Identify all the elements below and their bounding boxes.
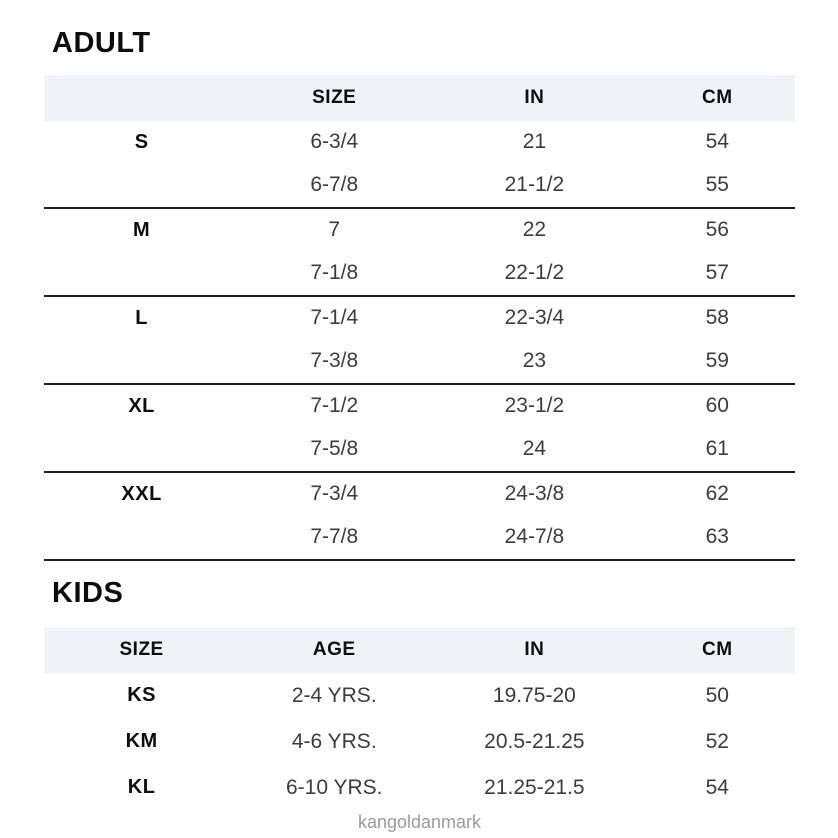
kids-header-size: SIZE	[44, 627, 239, 673]
size-cell: 7-1/8	[239, 252, 429, 296]
table-row	[44, 340, 795, 384]
table-row	[44, 208, 795, 252]
size-group-label: S	[134, 130, 149, 153]
size-group-label	[44, 164, 239, 208]
size-cell: 7-1/4	[310, 306, 359, 330]
in-cell: 20.5-21.25	[484, 729, 585, 753]
size-cell: 6-3/4	[310, 130, 359, 154]
table-row	[44, 121, 795, 164]
size-group-label: XXL	[121, 482, 162, 505]
in-cell: 22-3/4	[504, 306, 565, 330]
in-cell: 22-1/2	[429, 252, 639, 296]
cm-cell: 57	[640, 252, 795, 296]
kids-header-in: IN	[429, 627, 639, 673]
cm-cell: 62	[705, 482, 729, 506]
in-cell: 24-3/8	[504, 482, 565, 506]
size-cell: 7-5/8	[239, 428, 429, 472]
table-row	[44, 673, 795, 719]
table-row	[44, 384, 795, 428]
table-row	[44, 765, 795, 811]
age-cell: 2-4 YRS.	[291, 683, 377, 707]
kids-section-heading: KIDS	[52, 576, 124, 609]
cm-cell: 54	[705, 130, 729, 154]
table-row	[44, 719, 795, 765]
size-group-label: XL	[128, 394, 155, 417]
in-cell: 23	[429, 340, 639, 384]
in-cell: 19.75-20	[492, 683, 576, 707]
size-cell: 6-7/8	[239, 164, 429, 208]
cm-cell: 54	[705, 775, 729, 799]
adult-section-heading: ADULT	[52, 27, 151, 59]
kids-header-cm: CM	[640, 627, 795, 673]
size-cell: 7-3/4	[310, 482, 359, 506]
in-cell: 21	[522, 130, 547, 154]
size-group-label: M	[133, 218, 151, 241]
in-cell: 22	[522, 218, 547, 242]
kids-size-label: KM	[125, 730, 158, 753]
cm-cell: 63	[640, 516, 795, 560]
kids-size-label: KS	[127, 684, 157, 707]
kids-size-table	[44, 627, 795, 811]
cm-cell: 52	[705, 729, 729, 753]
in-cell: 24	[429, 428, 639, 472]
in-cell: 21.25-21.5	[484, 775, 585, 799]
size-cell: 7-1/2	[310, 394, 359, 418]
size-cell: 7	[328, 218, 341, 242]
age-cell: 6-10 YRS.	[286, 775, 383, 799]
table-row	[44, 296, 795, 340]
adult-header-blank	[44, 75, 239, 121]
cm-cell: 50	[705, 683, 729, 707]
size-cell: 7-7/8	[239, 516, 429, 560]
size-group-label	[44, 516, 239, 560]
cm-cell: 58	[705, 306, 729, 330]
in-cell: 23-1/2	[504, 394, 565, 418]
cm-cell: 61	[640, 428, 795, 472]
cm-cell: 59	[640, 340, 795, 384]
size-group-label	[44, 428, 239, 472]
in-cell: 24-7/8	[429, 516, 639, 560]
size-group-label: L	[135, 306, 148, 329]
adult-size-table	[44, 75, 795, 561]
adult-header-cm: CM	[640, 75, 795, 121]
size-group-label	[44, 340, 239, 384]
cm-cell: 60	[705, 394, 729, 418]
kids-size-label: KL	[127, 776, 156, 799]
table-row	[44, 472, 795, 516]
cm-cell: 55	[640, 164, 795, 208]
table-row	[44, 164, 795, 208]
adult-header-size: SIZE	[239, 75, 429, 121]
site-watermark: kangoldanmark	[357, 811, 482, 832]
kids-table-header-row	[44, 627, 795, 673]
kids-header-age: AGE	[239, 627, 429, 673]
table-row	[44, 428, 795, 472]
size-cell: 7-3/8	[239, 340, 429, 384]
table-row	[44, 252, 795, 296]
adult-header-in: IN	[429, 75, 639, 121]
adult-table-header-row	[44, 75, 795, 121]
cm-cell: 56	[705, 218, 729, 242]
size-group-label	[44, 252, 239, 296]
in-cell: 21-1/2	[429, 164, 639, 208]
table-row	[44, 516, 795, 560]
age-cell: 4-6 YRS.	[291, 729, 377, 753]
